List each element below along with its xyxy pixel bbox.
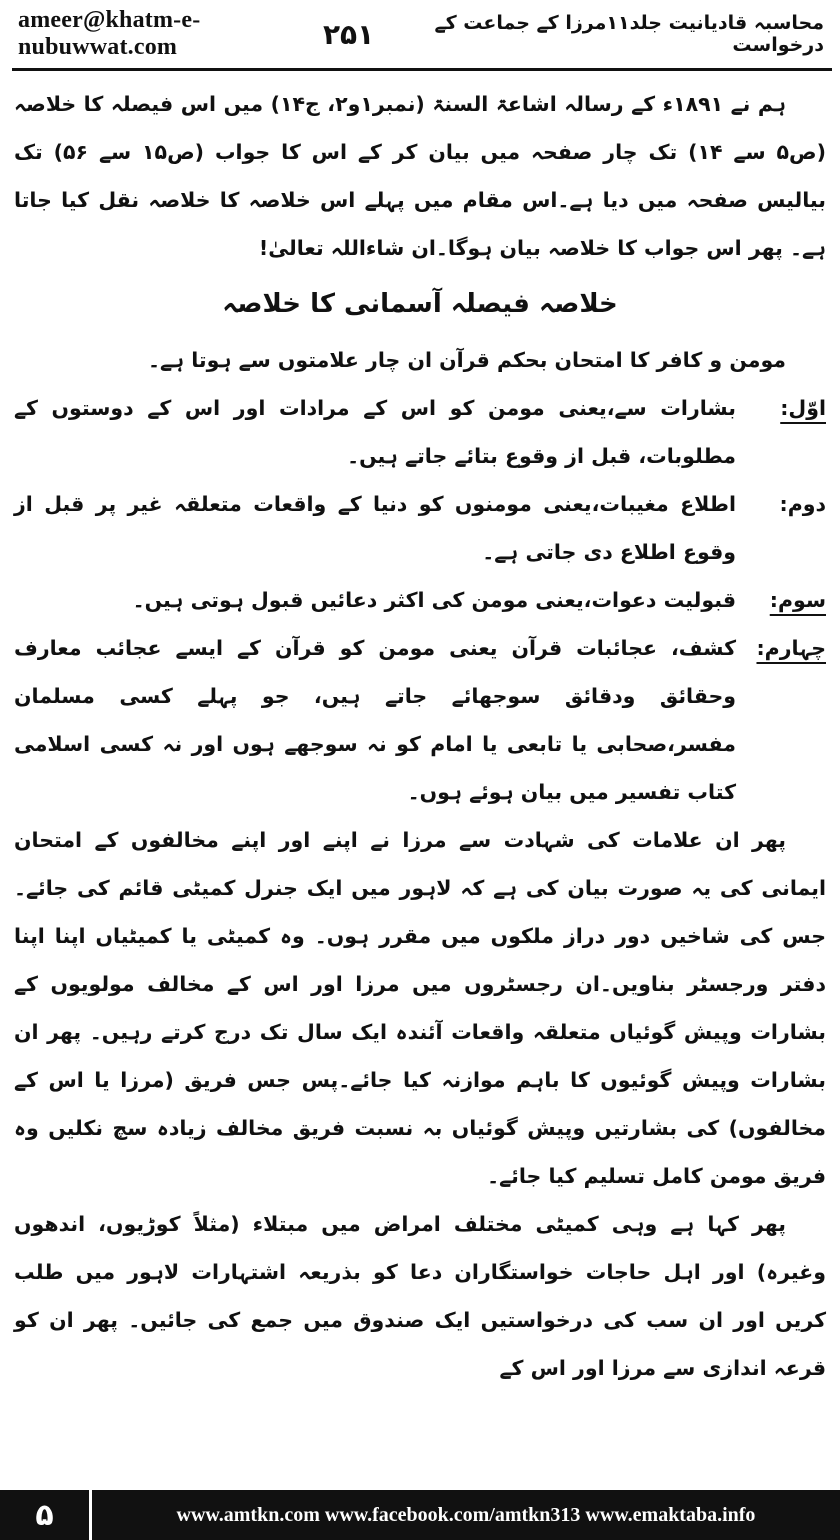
item-label: اوّل: [780,396,826,420]
item-label: سوم: [769,588,826,612]
lead-paragraph: مومن و کافر کا امتحان بحکم قرآن ان چار علامتوں سے ہوتا ہے۔ [148,348,786,372]
section-heading: خلاصہ فیصلہ آسمانی کا خلاصہ [222,289,618,319]
page-header [0,0,840,68]
header-right [323,12,824,56]
header-email: ameer@khatm-e-nubuwwat.com [18,7,201,60]
item-text: اطلاع مغیبات،یعنی مومنوں کو دنیا کے واقعات متعلقہ غیر پر قبل از وقوع اطلاع دی جاتی ہے۔ [14,492,736,564]
header-rule [12,68,832,71]
item-text: قبولیت دعوات،یعنی مومن کی اکثر دعائیں قبول ہوتی ہیں۔ [132,588,736,612]
footer-page-number: ۵ [0,1490,92,1540]
page-body [14,80,826,1392]
item-text: بشارات سے،یعنی مومن کو اس کے مرادات اور اس کے دوستوں کے مطلوبات، قبل از وقوع بتائے جاتے ہیں۔ [14,396,736,468]
body-paragraph: پھر ان علامات کی شہادت سے مرزا نے اپنے اور اپنے مخالفوں کے امتحان ایمانی کی یہ صورت بیان کی ہے کہ لاہور میں ایک جنرل کمیٹی قائم کی جائے۔جس کی شاخیں دور دراز ملکوں میں مقرر ہوں۔ وہ کمیٹی یا کمیٹیاں اپنا اپنا دفتر ورجسٹر بناویں۔ان رجسٹروں میں مرزا اور اس کے مخالف مولویوں کے بشارات وپیش گوئیاں متعلقہ واقعات آئندہ ایک سال تک درج کرتے رہیں۔ پھر ان بشارات وپیش گوئیوں کا باہم موازنہ کیا جائے۔پس جس فریق (مرزا یا اس کے مخالفوں) کی بشارتیں وپیش گوئیاں بہ نسبت فریق مخالف زیادہ سچ نکلیں وہ فریق مومن کامل تسلیم کیا جائے۔ [14,828,826,1188]
list-item [14,480,826,576]
list-item [14,576,826,624]
item-label: دوم: [779,492,826,516]
item-text: کشف، عجائبات قرآن یعنی مومن کو قرآن کے ایسے عجائب معارف وحقائق ودقائق سوجھائے جاتے ہیں، جو پہلے کسی مسلمان مفسر،صحابی یا تابعی یا امام کو نہ سوجھے ہوں اور نہ کسی اسلامی کتاب تفسیر میں بیان ہوئے ہوں۔ [14,636,736,804]
list-item [14,384,826,480]
header-page-number: ۲۵۱ [322,17,375,51]
intro-paragraph: ہم نے ۱۸۹۱ء کے رسالہ اشاعۃ السنۃ (نمبر۱و۲، ج۱۴) میں اس فیصلہ کا خلاصہ (ص۵ سے ۱۴) تک چار صفحہ میں بیان کر کے اس کا جواب (ص۱۵ سے ۵۶) تک بیالیس صفحہ میں دیا ہے۔اس مقام میں پہلے اس خلاصہ کا خلاصہ نقل کیا جاتا ہے۔ پھر اس جواب کا خلاصہ بیان ہوگا۔ان شاءاللہ تعالیٰ! [14,92,826,260]
body-paragraph: پھر کہا ہے وہی کمیٹی مختلف امراض میں مبتلاء (مثلاً کوڑیوں، اندھوں وغیرہ) اور اہل حاجات خواستگاران دعا کو بذریعہ اشتہارات لاہور میں طلب کریں اور ان سب کی درخواستیں ایک صندوق میں جمع کی جائیں۔ پھر ان کو قرعہ اندازی سے مرزا اور اس کے [14,1212,826,1380]
footer-links[interactable]: www.amtkn.com www.facebook.com/amtkn313 www.emaktaba.info [176,1503,756,1526]
list-item [14,624,826,816]
item-label: چہارم: [756,636,826,660]
page-footer [0,1490,840,1540]
running-title: محاسبہ قادیانیت جلد۱۱مرزا کے جماعت کے درخواست [434,12,824,56]
